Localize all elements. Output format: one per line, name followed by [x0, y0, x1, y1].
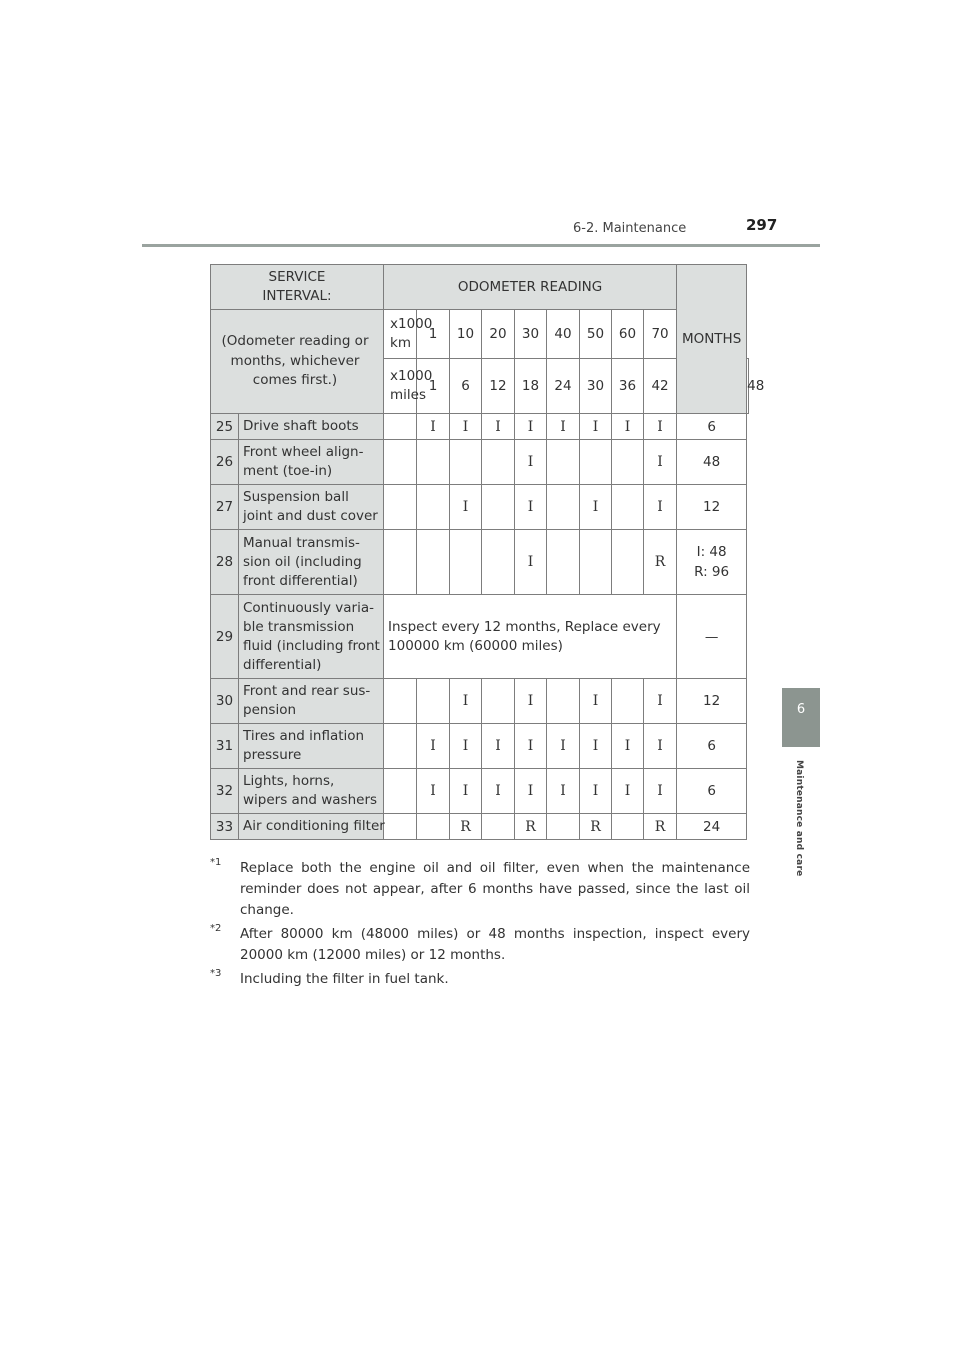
item-name: Drive shaft boots: [239, 414, 384, 440]
interval-mark: [384, 414, 417, 440]
interval-mark: [547, 679, 580, 724]
miles-value: 18: [515, 359, 547, 414]
interval-mark: I: [417, 414, 450, 440]
interval-mark: [417, 485, 450, 530]
row-number: 27: [211, 485, 239, 530]
months-replace: R: 96: [694, 564, 730, 580]
interval-mark: [384, 769, 417, 814]
interval-mark: I: [450, 769, 482, 814]
schedule-row: [211, 485, 749, 530]
interval-mark: I: [580, 679, 612, 724]
row-number: 30: [211, 679, 239, 724]
schedule-row: [211, 595, 749, 679]
interval-mark: [482, 440, 515, 485]
interval-mark: [612, 485, 644, 530]
row-number: 26: [211, 440, 239, 485]
interval-mark: [384, 485, 417, 530]
interval-mark: [482, 679, 515, 724]
km-value: 60: [612, 310, 644, 359]
footnotes: [210, 858, 750, 993]
interval-mark: [547, 485, 580, 530]
interval-mark: I: [450, 485, 482, 530]
schedule-row: [211, 724, 749, 769]
interval-mark: [417, 679, 450, 724]
footnote: [210, 924, 750, 966]
footnote-mark: *3: [210, 968, 222, 979]
km-value: 20: [482, 310, 515, 359]
interval-mark: I: [450, 679, 482, 724]
footnote-mark: *2: [210, 923, 222, 934]
months-value: —: [677, 595, 747, 679]
interval-mark: I: [580, 769, 612, 814]
interval-mark: I: [580, 485, 612, 530]
page-number: 297: [746, 216, 778, 234]
interval-mark: [612, 530, 644, 595]
interval-mark: I: [515, 769, 547, 814]
interval-mark: [384, 724, 417, 769]
months-value: 6: [677, 414, 747, 440]
km-value: 50: [580, 310, 612, 359]
months-value: 6: [677, 769, 747, 814]
interval-mark: [612, 814, 644, 840]
miles-value: 48: [747, 359, 749, 414]
interval-mark: I: [644, 485, 677, 530]
months-value: 12: [677, 679, 747, 724]
interval-mark: R: [450, 814, 482, 840]
interval-mark: [384, 814, 417, 840]
schedule-row: [211, 440, 749, 485]
interval-note: (Odometer reading or months, whichever comes first.): [211, 310, 384, 414]
miles-value: 42: [644, 359, 677, 414]
miles-value: 12: [482, 359, 515, 414]
footnote: [210, 858, 750, 921]
interval-mark: I: [515, 440, 547, 485]
interval-mark: [580, 530, 612, 595]
interval-mark: I: [644, 679, 677, 724]
interval-mark: [612, 440, 644, 485]
miles-value: 1: [417, 359, 450, 414]
interval-mark: I: [482, 414, 515, 440]
interval-mark: I: [417, 724, 450, 769]
item-name: Air conditioning filter: [239, 814, 384, 840]
chapter-tab[interactable]: [782, 688, 820, 747]
interval-mark: I: [644, 724, 677, 769]
interval-mark: R: [515, 814, 547, 840]
row-number: 31: [211, 724, 239, 769]
km-value: 10: [450, 310, 482, 359]
interval-instruction: Inspect every 12 months, Replace every 100000 km (60000 miles): [384, 595, 677, 679]
km-value: 1: [417, 310, 450, 359]
interval-mark: R: [644, 530, 677, 595]
schedule-row: [211, 414, 749, 440]
interval-mark: I: [580, 724, 612, 769]
interval-mark: I: [547, 769, 580, 814]
interval-mark: I: [515, 679, 547, 724]
chapter-tab-number: 6: [796, 702, 806, 717]
interval-mark: [547, 440, 580, 485]
interval-mark: I: [515, 724, 547, 769]
months-value: [677, 530, 747, 595]
interval-mark: R: [580, 814, 612, 840]
interval-mark: [580, 440, 612, 485]
interval-mark: [384, 440, 417, 485]
interval-mark: I: [515, 530, 547, 595]
interval-mark: I: [482, 769, 515, 814]
schedule-row: [211, 530, 749, 595]
service-interval-header: SERVICE INTERVAL:: [211, 265, 384, 310]
interval-mark: [417, 530, 450, 595]
interval-mark: [450, 530, 482, 595]
months-value: 6: [677, 724, 747, 769]
interval-mark: I: [450, 414, 482, 440]
interval-mark: I: [612, 724, 644, 769]
interval-mark: [482, 485, 515, 530]
miles-value: 30: [580, 359, 612, 414]
footnote-text: After 80000 km (48000 miles) or 48 months inspection, inspect every 20000 km (12000 miles) or 12 months.: [240, 926, 750, 963]
interval-mark: [547, 530, 580, 595]
item-name: Front wheel align-ment (toe-in): [239, 440, 384, 485]
months-value: 48: [677, 440, 747, 485]
interval-mark: I: [515, 414, 547, 440]
interval-mark: [384, 679, 417, 724]
item-name: Manual transmis-sion oil (including front differential): [239, 530, 384, 595]
footnote: [210, 969, 750, 990]
miles-value: 36: [612, 359, 644, 414]
interval-mark: I: [482, 724, 515, 769]
km-value: 40: [547, 310, 580, 359]
interval-mark: [450, 440, 482, 485]
interval-mark: [417, 814, 450, 840]
interval-mark: I: [547, 414, 580, 440]
months-value: 12: [677, 485, 747, 530]
item-name: Continuously varia-ble transmission fluid (including front differential): [239, 595, 384, 679]
interval-mark: [384, 530, 417, 595]
footnote-text: Replace both the engine oil and oil filter, even when the maintenance reminder does not appear, after 6 months have passed, since the last oil change.: [240, 860, 750, 918]
miles-unit-label: x1000 miles: [384, 359, 417, 414]
interval-mark: I: [612, 414, 644, 440]
maintenance-schedule-table: [210, 264, 765, 840]
km-value: 30: [515, 310, 547, 359]
interval-mark: I: [644, 414, 677, 440]
row-number: 25: [211, 414, 239, 440]
item-name: Suspension ball joint and dust cover: [239, 485, 384, 530]
interval-mark: I: [515, 485, 547, 530]
interval-mark: I: [580, 414, 612, 440]
interval-mark: [482, 814, 515, 840]
miles-value: 6: [450, 359, 482, 414]
item-name: Front and rear sus-pension: [239, 679, 384, 724]
miles-value: 24: [547, 359, 580, 414]
interval-mark: I: [612, 769, 644, 814]
months-inspect: I: 48: [696, 544, 727, 560]
km-unit-label: x1000 km: [384, 310, 417, 359]
row-number: 29: [211, 595, 239, 679]
interval-mark: [482, 530, 515, 595]
interval-mark: [417, 440, 450, 485]
interval-mark: I: [450, 724, 482, 769]
interval-mark: R: [644, 814, 677, 840]
interval-mark: I: [644, 769, 677, 814]
interval-mark: [612, 679, 644, 724]
interval-mark: I: [644, 440, 677, 485]
footnote-text: Including the filter in fuel tank.: [240, 971, 449, 987]
row-number: 33: [211, 814, 239, 840]
chapter-tab-label: Maintenance and care: [794, 760, 804, 877]
interval-mark: I: [547, 724, 580, 769]
schedule-row: [211, 679, 749, 724]
footnote-mark: *1: [210, 857, 222, 868]
section-title: 6-2. Maintenance: [573, 221, 687, 236]
months-value: 24: [677, 814, 747, 840]
header-divider: [142, 244, 820, 247]
row-number: 32: [211, 769, 239, 814]
interval-mark: I: [417, 769, 450, 814]
item-name: Lights, horns, wipers and washers: [239, 769, 384, 814]
odometer-reading-header: ODOMETER READING: [384, 265, 677, 310]
km-value: 70: [644, 310, 677, 359]
schedule-row: [211, 769, 749, 814]
item-name: Tires and inflation pressure: [239, 724, 384, 769]
months-header: MONTHS: [677, 265, 747, 414]
row-number: 28: [211, 530, 239, 595]
schedule-row: [211, 814, 749, 840]
interval-mark: [547, 814, 580, 840]
